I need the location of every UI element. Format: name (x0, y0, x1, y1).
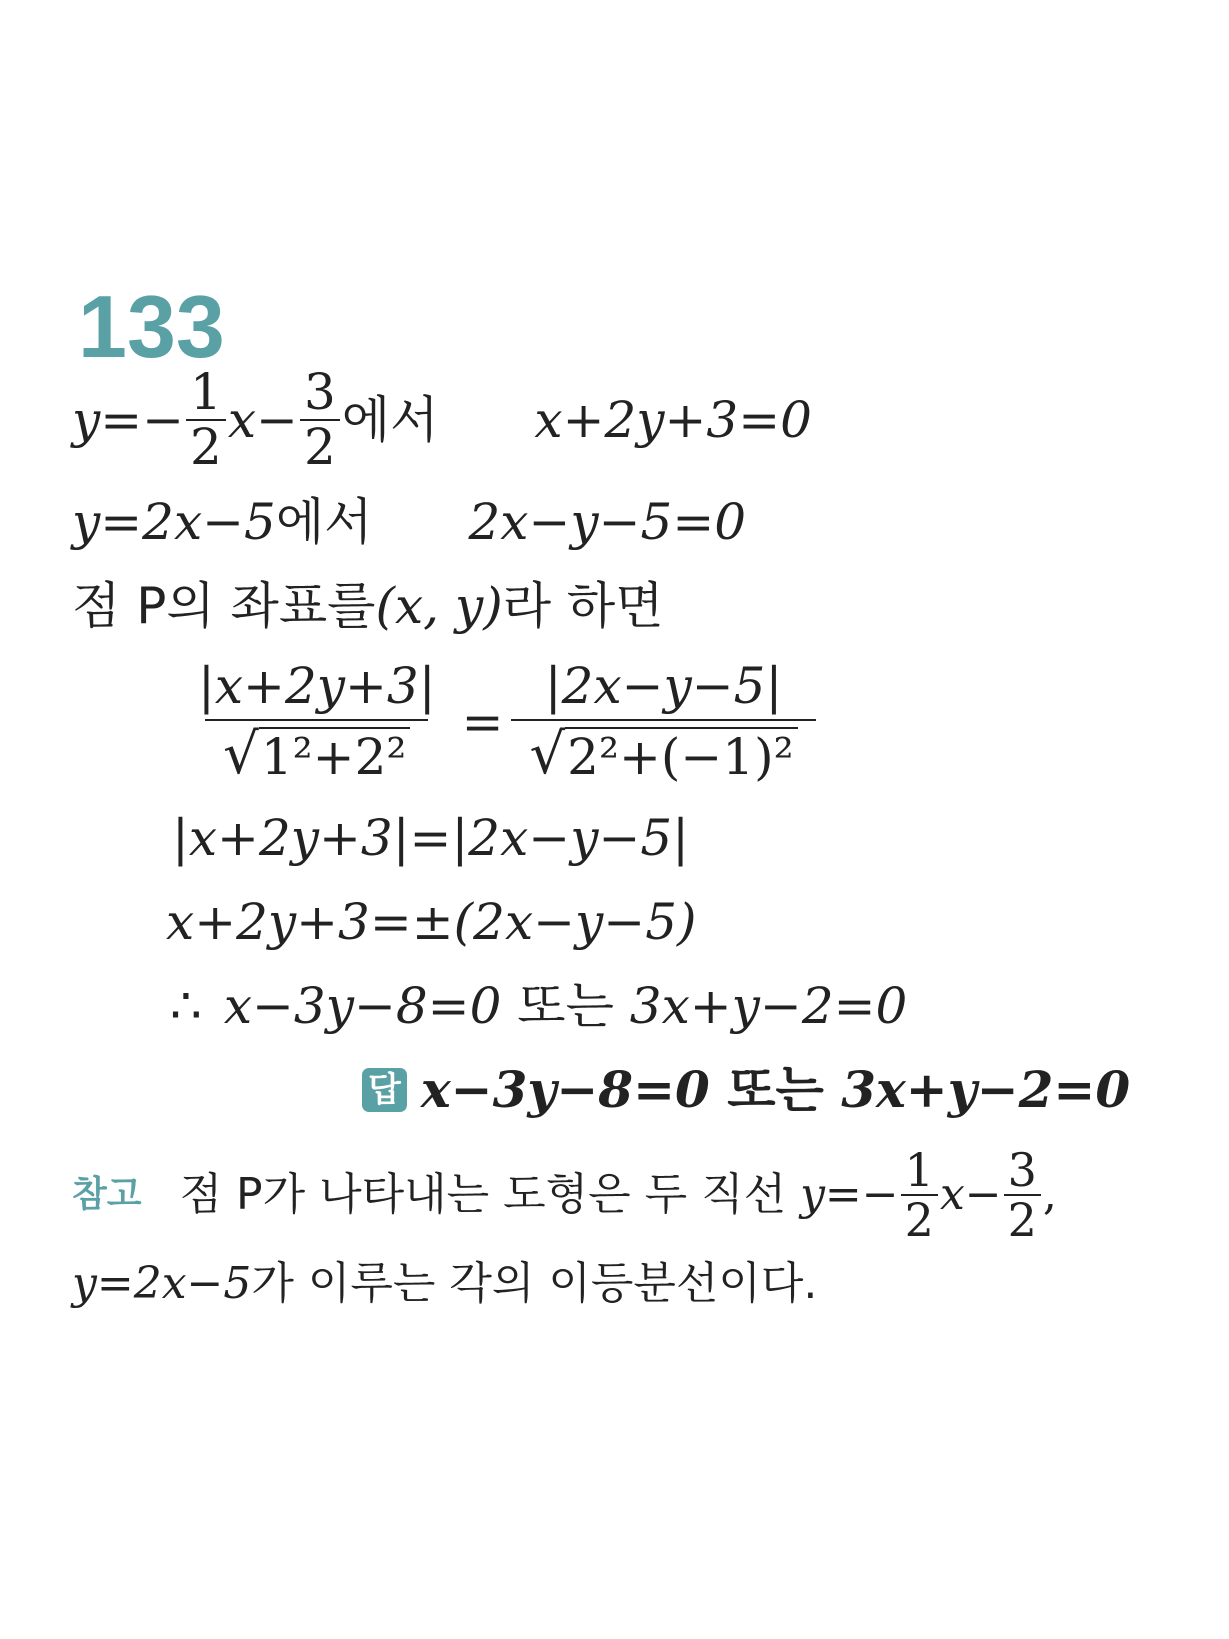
l2-eq: y=2x−5 (72, 493, 276, 551)
note-text-1: 점 P가 나타내는 도형은 두 직선 (179, 1169, 801, 1221)
l7-or: 또는 (501, 977, 630, 1035)
l4-den-left-text: 1²+2² (259, 727, 411, 784)
line-2 (72, 492, 746, 552)
note-f1-den: 2 (901, 1194, 938, 1244)
l4-den-right (511, 719, 815, 787)
note-f2-den: 2 (1004, 1194, 1041, 1244)
l4-den-left (205, 719, 428, 787)
l3-post: 라 하면 (502, 577, 664, 635)
line-6: x+2y+3=±(2x−y−5) (166, 893, 697, 951)
l4-fraction-left (180, 657, 454, 787)
answer-or: 또는 (709, 1061, 842, 1119)
line-4-distance-equation (178, 657, 818, 787)
note-fraction-2 (1004, 1143, 1041, 1248)
line-3 (72, 576, 664, 636)
l1-fraction-2 (300, 363, 340, 476)
l1-result: x+2y+3=0 (534, 390, 812, 449)
l2-result: 2x−y−5=0 (468, 493, 747, 551)
note-line2-text: 가 이루는 각의 이등분선이다. (251, 1258, 818, 1309)
l1-suffix: 에서 (341, 390, 439, 449)
l2-suffix: 에서 (275, 493, 373, 551)
sqrt-left (223, 722, 410, 787)
l4-den-right-text: 2²+(−1)² (565, 727, 798, 784)
answer-line (362, 1060, 1130, 1120)
l1-f1-num: 1 (190, 363, 222, 421)
note-lhs: y=− (800, 1169, 899, 1221)
note-line-2 (72, 1254, 817, 1314)
note-f1-num: 1 (904, 1143, 934, 1197)
line-5: |x+2y+3|=|2x−y−5| (172, 809, 689, 867)
l3-coord: (x, y) (375, 577, 503, 635)
l1-f1-den: 2 (186, 419, 226, 474)
answer-badge: 답 (362, 1068, 407, 1112)
answer-eq1: x−3y−8=0 (420, 1060, 710, 1119)
therefore-symbol: ∴ (170, 977, 202, 1035)
l7-eq1: x−3y−8=0 (223, 977, 502, 1035)
l4-equals: = (461, 692, 504, 751)
l1-f2-num: 3 (303, 363, 336, 421)
sqrt-right (529, 722, 797, 787)
line-7 (170, 976, 907, 1036)
problem-number: 133 (78, 277, 225, 376)
note-line-1 (72, 1143, 1057, 1248)
radical-sign-icon: √ (529, 722, 566, 787)
l7-eq2: 3x+y−2=0 (629, 977, 908, 1035)
l1-fraction-1 (186, 363, 226, 476)
l1-lhs: y=− (72, 390, 185, 449)
l1-f2-den: 2 (300, 419, 340, 474)
l4-fraction-right (511, 657, 815, 787)
note-mid: x− (939, 1169, 1002, 1221)
l3-pre: 점 P의 좌표를 (72, 577, 376, 635)
answer-eq2: 3x+y−2=0 (841, 1060, 1131, 1119)
note-line2-eq: y=2x−5 (72, 1258, 252, 1309)
l1-mid: x− (227, 390, 298, 449)
note-fraction-1 (901, 1143, 938, 1248)
note-comma: , (1042, 1169, 1057, 1221)
l4-num-right: |2x−y−5| (544, 657, 783, 715)
radical-sign-icon: √ (223, 722, 259, 787)
line-1 (72, 363, 812, 476)
l4-num-left: |x+2y+3| (198, 657, 436, 715)
note-label: 참고 (72, 1174, 142, 1216)
note-f2-num: 3 (1007, 1143, 1037, 1197)
